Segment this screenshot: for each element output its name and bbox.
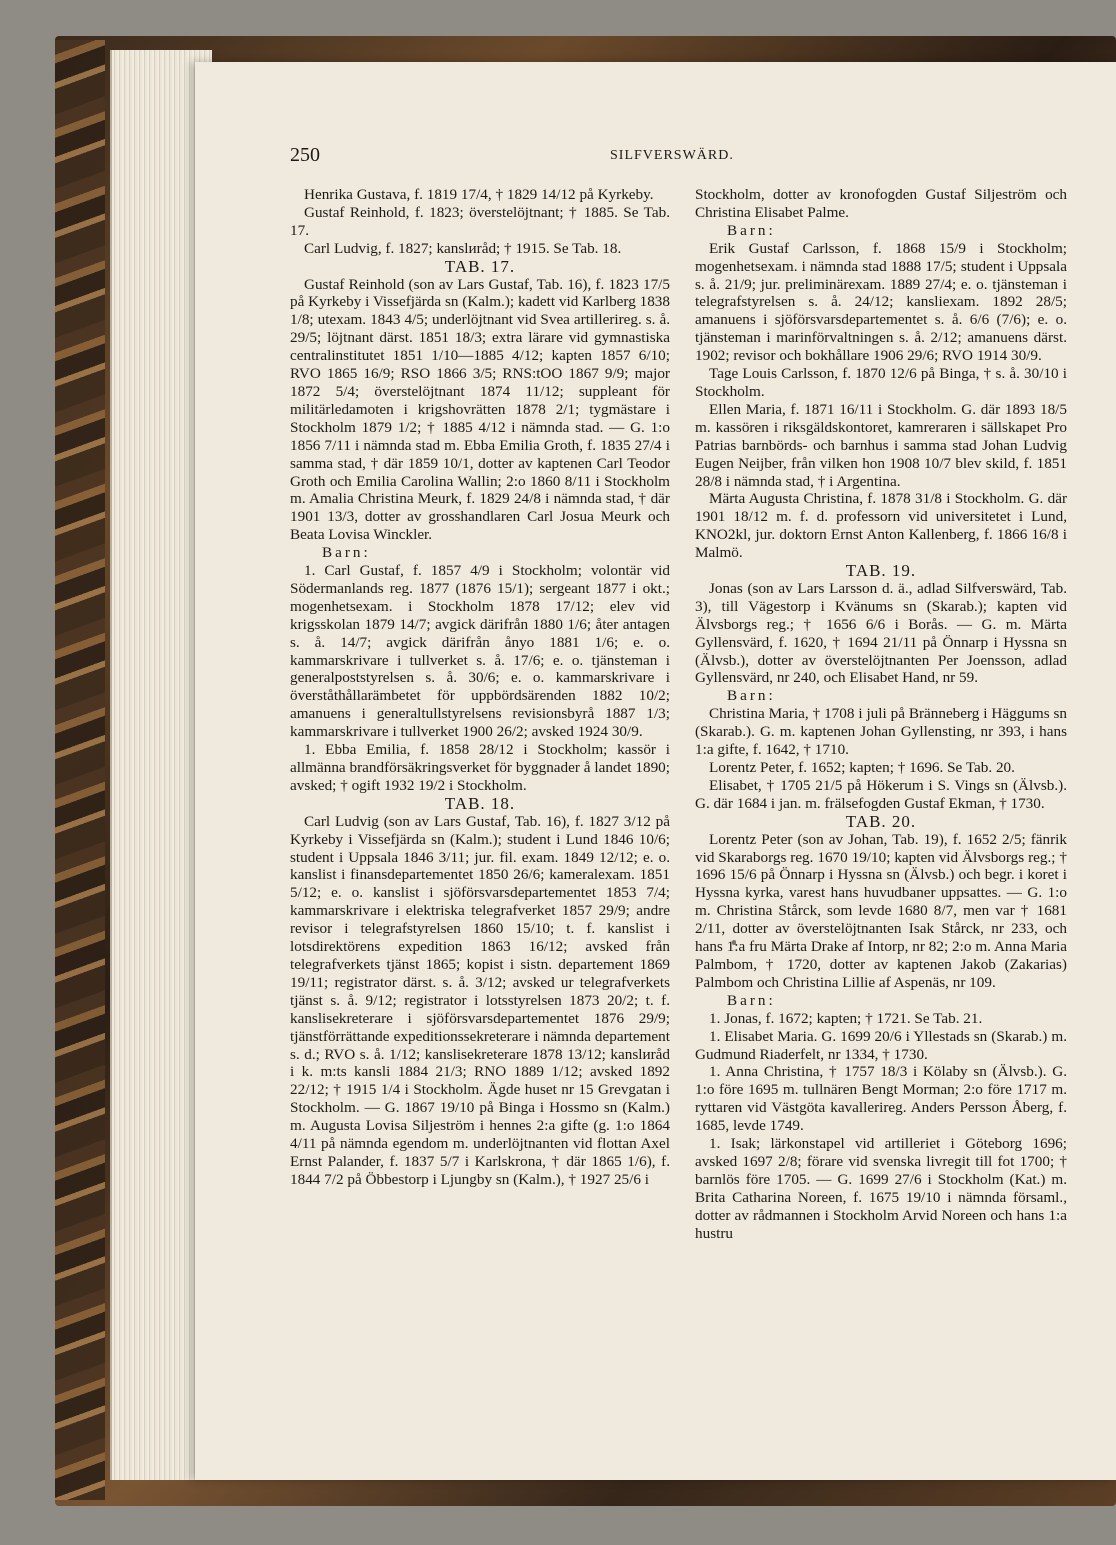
section-heading: TAB. 19. — [845, 561, 917, 581]
children-label: Barn: — [727, 221, 776, 239]
genealogy-paragraph: Henrika Gustava, f. 1819 17/4, † 1829 14/12 på Kyrkeby. — [304, 186, 654, 203]
genealogy-paragraph: Tage Louis Carlsson, f. 1870 12/6 på Binga, † s. å. 30/10 i Stockholm. — [695, 365, 1067, 400]
page-header — [290, 144, 1070, 172]
genealogy-paragraph: Erik Gustaf Carlsson, f. 1868 15/9 i Stockholm; mogenhetsexam. i nämnda stad 1888 17/5; student i Uppsala s. å. 21/9; jur. preliminärexam. 1889 27/4; e. o. tjänsteman i telegrafstyrelsen s. å. 24/12; kansliexam. 1892 28/5; amanuens i sjöförsvarsdepartementet s. å. 6/6 (7/6); e. o. tjänsteman i marinförvaltningen s. å. 2/12; amanuens därst. 1902; revisor och bokhållare 1906 29/6; RVO 1914 30/9. — [695, 239, 1067, 365]
genealogy-paragraph: Märta Augusta Christina, f. 1878 31/8 i Stockholm. G. där 1901 18/12 m. f. d. professorn vid universitetet i Lund, KNO2kl, jur. doktorn Ernst Anton Kallenberg, f. 1866 16/8 i Malmö. — [695, 490, 1067, 562]
children-label: Barn: — [322, 544, 371, 562]
genealogy-paragraph: Jonas (son av Lars Larsson d. ä., adlad Silfverswärd, Tab. 3), till Vägestorp i Kvänums sn (Skarab.); kapten vid Älvsborgs reg.; † 1656 6/6 i Borås. — G. m. Märta Gyllensvärd, f. 1620, † 1694 21/11 på Önnarp i Hyssna sn (Älvsb.), dotter av överstelöjtnanten Per Joensson, adlad Gyllensvärd, nr 240, och Elisabet Hand, nr 59. — [695, 579, 1067, 687]
genealogy-paragraph: Carl Ludvig (son av Lars Gustaf, Tab. 16), f. 1827 3/12 på Kyrkeby i Vissefjärda sn (Kalm.); student i Lund 1846 10/6; student i Uppsala 1846 3/11; jur. fil. exam. 1849 12/12; e. o. kanslist i finansdepartementet 1850 26/6; kameralexam. 1851 5/12; e. o. kanslist i sjöförsvarsdepartementet 1853 7/4; kammarskrivare i elektriska telegrafverket 1857 29/9; andre revisor i telegrafstyrelsen 1860 15/10; t. f. kanslist i lotsdirektörens expedition 1863 16/12; avsked från telegrafverkets tjänst 1865; kopist i sistn. departement 1869 19/11; registrator därst. s. å. 3/12; avsked ur telegrafverkets tjänst s. å. 9/12; registrator i lotsstyrelsen 1873 20/2; t. f. kanslisekreterare i sjöförsvarsdepartementet 1876 29/9; tjänstförrättande expeditionssekreterare i nämnda departement s. d.; RVO s. å. 1/12; kanslisekreterare 1878 13/12; kanslиråd i k. m:ts kansli 1884 21/3; RNO 1889 1/12; avsked 1892 22/12; † 1915 1/4 i Stockholm. Ägde huset nr 15 Grevgatan i Stockholm. — G. 1867 19/10 på Binga i Hossmo sn (Kalm.) m. Augusta Lovisa Siljeström i hennes 2:a gifte (g. 1:o 1864 4/11 på nämnda egendom m. underlöjtnanten vid flottan Axel Ernst Palander, f. 1837 5/7 i Karlskrona, † där 1865 1/6), f. 1844 7/2 på Öbbestorp i Ljungby sn (Kalm.), † 1927 25/6 i — [290, 812, 670, 1188]
genealogy-paragraph: Gustaf Reinhold, f. 1823; överstelöjtnant; † 1885. Se Tab. 17. — [290, 203, 670, 239]
section-heading: TAB. 18. — [444, 793, 516, 813]
left-column — [290, 186, 670, 1189]
genealogy-paragraph: 1. Carl Gustaf, f. 1857 4/9 i Stockholm; volontär vid Södermanlands reg. 1877 (1876 15/1); sergeant 1877 i okt.; mogenhetsexam. i Stockholm 1878 17/12; elev vid krigsskolan 1879 14/7; avgick därifrån 1880 1/6; åter antagen s. å. 14/7; avgick därifrån ånyo 1881 1/6; e. o. kammarskrivare i tullverket s. å. 17/6; e. o. tjänsteman i generalpoststyrelsen s. å. 30/6; e. o. kammarskrivare i överståthållarämbetet för uppbördsärenden 1882 10/2; amanuens i generaltullstyrelsens revisionsbyrå 1887 1/3; kammarskrivare i tullverket 1900 26/2; avsked 1924 30/9. — [290, 562, 670, 741]
children-label: Barn: — [727, 687, 776, 705]
genealogy-paragraph: Gustaf Reinhold (son av Lars Gustaf, Tab. 16), f. 1823 17/5 på Kyrkeby i Vissefjärda sn (Kalm.); kadett vid Karlberg 1838 1/8; utexam. 1843 4/5; underlöjtnant vid Svea artillerireg. s. å. 29/5; löjtnant därst. 1851 18/3; extra lärare vid gymnastiska centralinstitutet 1851 1/10—1885 4/12; kapten 1857 6/10; RVO 1865 16/9; RSO 1866 3/5; RNS:tOO 1867 9/9; major 1872 5/4; överstelöjtnant 1874 11/12; suppleant för militärledamoten i krigshovrätten 1878 2/1; tygmästare i Stockholm 1879 1/2; † 1885 4/12 i nämnda stad. — G. 1:o 1856 7/11 i nämnda stad m. Ebba Emilia Groth, f. 1835 27/4 i samma stad, † där 1859 10/1, dotter av kaptenen Carl Teodor Groth och Emilia Carolina Wallin; 2:o 1860 8/11 i Stockholm m. Amalia Christina Meurk, f. 1829 24/8 i nämnda stad, † där 1901 13/3, dotter av grosshandlaren Carl Josua Meurk och Beata Lovisa Winckler. — [290, 275, 670, 544]
right-column — [695, 186, 1067, 1242]
genealogy-paragraph: Carl Ludvig, f. 1827; kanslиråd; † 1915. Se Tab. 18. — [304, 239, 622, 257]
section-heading: TAB. 20. — [845, 811, 917, 831]
genealogy-paragraph: Lorentz Peter (son av Johan, Tab. 19), f. 1652 2/5; fänrik vid Skaraborgs reg. 1670 19/10; kapten vid Älvsborgs reg.; † 1696 15/6 på Önnarp i Hyssna sn (Älvsb.) och begr. i koret i Hyssna kyrka, varest hans huvudbaner uppsattes. — G. 1:o m. Christina Stårck, som levde 1680 8/7, men var † 1681 2/11, dotter av överstelöjtnanten Isak Stårck, nr 233, och hans 1:a fru Märta Drake af Intorp, nr 82; 2:o m. Anna Maria Palmbom, † 1720, dotter av kaptenen Jakob (Zakarias) Palmbom och Christina Lillie af Aspenäs, nr 109. — [695, 830, 1067, 991]
genealogy-paragraph: Ellen Maria, f. 1871 16/11 i Stockholm. G. där 1893 18/5 m. kassören i riksgäldskontoret, kamreraren i sällskapet Pro Patrias barnbörds- och barnhus i samma stad Johan Ludvig Eugen Neijber, från vilken hon 1908 10/7 blev skild, f. 1851 28/8 i nämnda stad, † i Argentina. — [695, 400, 1067, 490]
genealogy-paragraph: Lorentz Peter, f. 1652; kapten; † 1696. Se Tab. 20. — [709, 759, 1015, 776]
children-label: Barn: — [727, 991, 776, 1009]
section-heading: TAB. 17. — [444, 256, 516, 276]
genealogy-paragraph: 1. Isak; lärkonstapel vid artilleriet i Göteborg 1696; avsked 1697 2/8; förare vid svenska livregit till fot 1700; † barnlös före 1705. — G. 1699 27/6 i Stockholm (Kat.) m. Brita Catharina Noreen, f. 1675 19/10 i nämnda församl., dotter av rådmannen i Stockholm Arvid Noreen och hans 1:a hustru — [695, 1135, 1067, 1242]
book-spine-marbled — [55, 40, 105, 1500]
genealogy-paragraph: 1. Ebba Emilia, f. 1858 28/12 i Stockholm; kassör i allmänna brandförsäkringsverket för byggnader å landet 1890; avsked; † ogift 1932 19/2 i Stockholm. — [290, 741, 670, 794]
genealogy-paragraph: 1. Jonas, f. 1672; kapten; † 1721. Se Tab. 21. — [709, 1009, 983, 1027]
genealogy-paragraph: 1. Elisabet Maria. G. 1699 20/6 i Yllestads sn (Skarab.) m. Gudmund Riaderfelt, nr 1334, † 1730. — [695, 1027, 1067, 1063]
genealogy-paragraph: Elisabet, † 1705 21/5 på Hökerum i S. Vings sn (Älvsb.). G. där 1684 i jan. m. frälsefogden Gustaf Ekman, † 1730. — [695, 776, 1067, 812]
genealogy-paragraph: Stockholm, dotter av kronofogden Gustaf Siljeström och Christina Elisabet Palme. — [695, 186, 1067, 221]
page-number: 250 — [290, 144, 320, 166]
genealogy-paragraph: Christina Maria, † 1708 i juli på Bränneberg i Häggums sn (Skarab.). G. m. kaptenen Johan Gyllensting, nr 393, i hans 1:a gifte, f. 1642, † 1710. — [695, 705, 1067, 759]
running-head: SILFVERSWÄRD. — [610, 148, 734, 163]
genealogy-paragraph: 1. Anna Christina, † 1757 18/3 i Kölaby sn (Älvsb.). G. 1:o före 1695 m. tullnären Bengt Morman; 2:o före 1717 m. ryttaren vid Västgöta kavallerireg. Anders Persson Åberg, f. 1685, levde 1749. — [695, 1063, 1067, 1135]
